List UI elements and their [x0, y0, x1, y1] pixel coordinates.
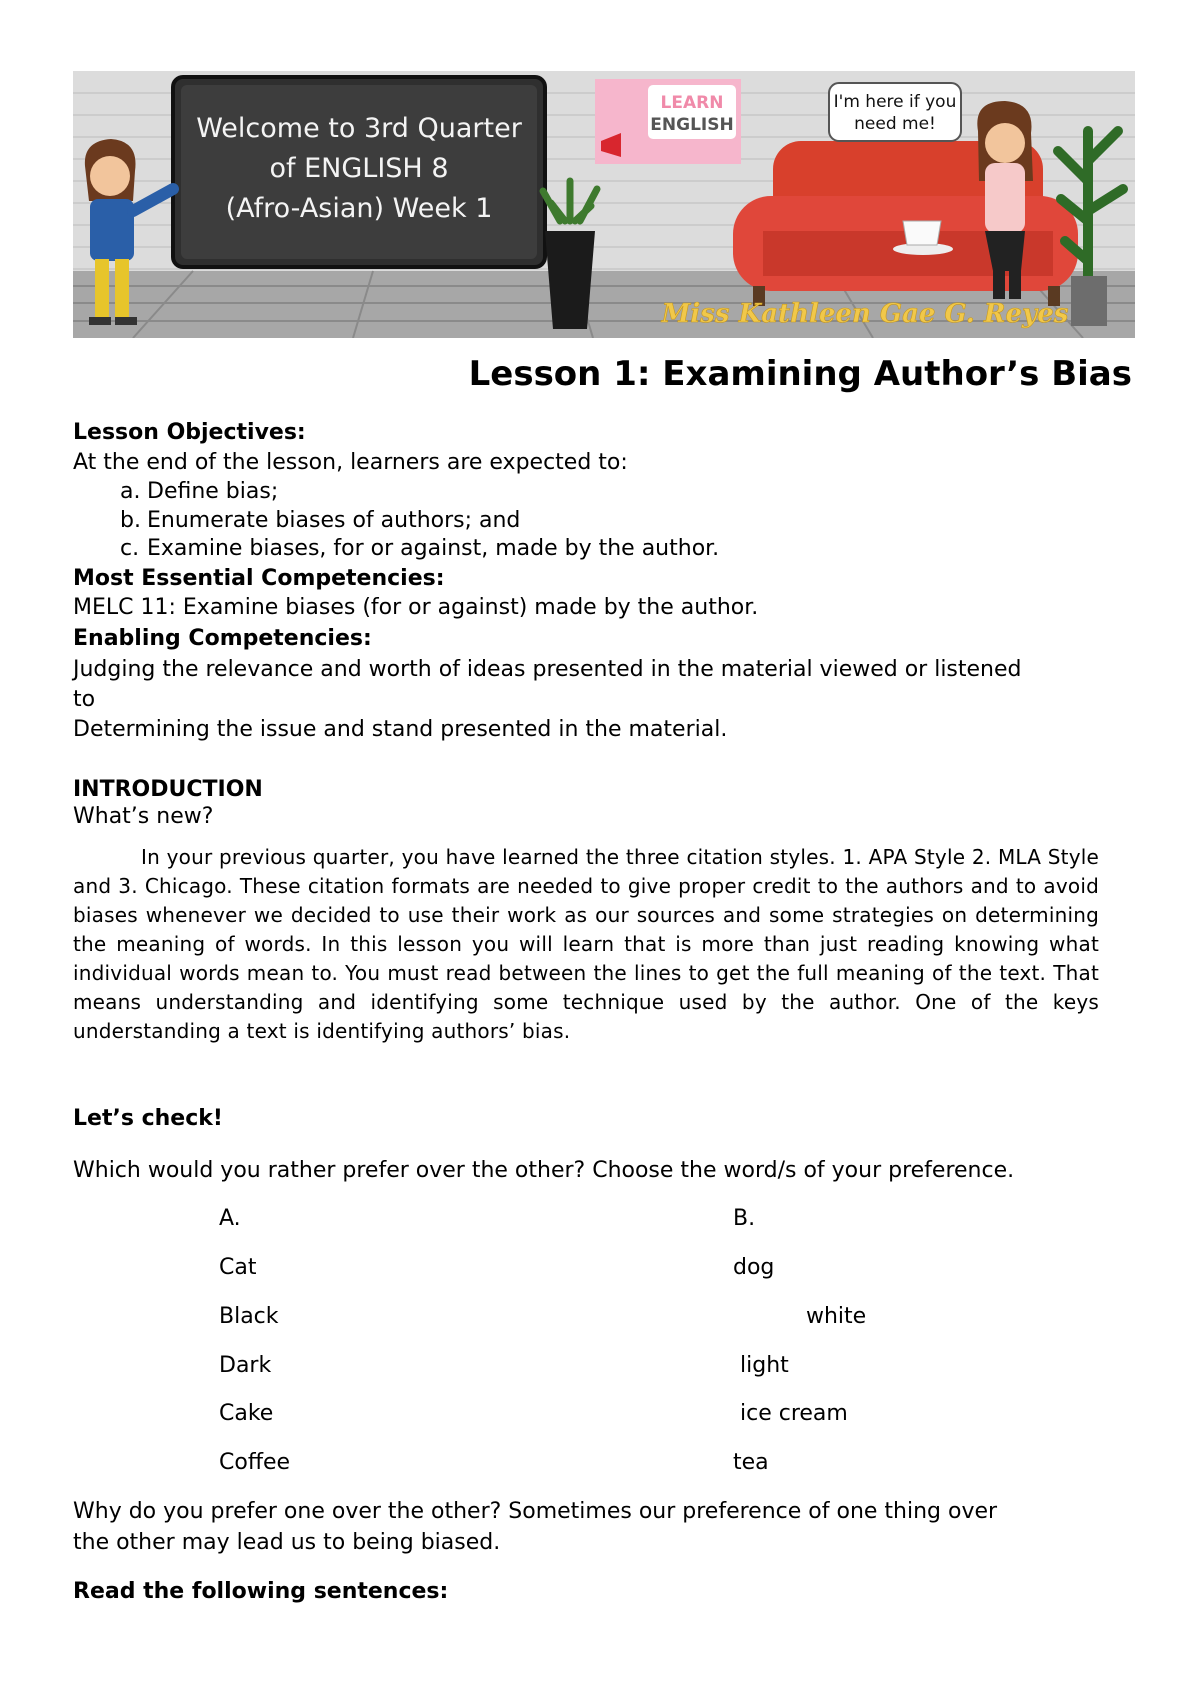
option-b: white — [806, 1304, 867, 1329]
objective-item — [120, 507, 520, 535]
learn-sign-line-2: ENGLISH — [650, 115, 734, 135]
option-a: Dark — [219, 1353, 272, 1378]
chalkboard-line-1: Welcome to 3rd Quarter — [196, 113, 522, 144]
objective-item — [120, 478, 278, 506]
header-banner — [73, 71, 1135, 338]
option-a: Cat — [219, 1255, 257, 1280]
speech-bubble-line-1: I'm here if you — [833, 92, 957, 112]
enabling-line: Judging the relevance and worth of ideas presented in the material viewed or listened — [73, 657, 1022, 682]
lets-check-heading: Let’s check! — [73, 1106, 223, 1131]
option-a: Black — [219, 1304, 279, 1329]
option-b: tea — [733, 1450, 769, 1475]
introduction-heading: INTRODUCTION — [73, 777, 263, 802]
lesson-title: Lesson 1: Examining Author’s Bias — [468, 354, 1132, 394]
competencies-text: MELC 11: Examine biases (for or against) made by the author. — [73, 595, 759, 620]
option-b: light — [740, 1353, 789, 1378]
column-a-header: A. — [219, 1206, 241, 1231]
objective-item — [120, 535, 719, 563]
introduction-paragraph-text: In your previous quarter, you have learned the three citation styles. 1. APA Style 2. MLA Style and 3. Chicago. These citation formats are needed to give proper credit to the authors and to avoid biases whenever we decided to use their work as our sources and some strategies on determining the meaning of words. In this lesson you will learn that is more than just reading knowing what individual words mean to. You must read between the lines to get the full meaning of the text. That means understanding and identifying some technique used by the author. One of the keys understanding a text is identifying authors’ bias. — [73, 845, 1099, 1043]
chalkboard-line-3: (Afro-Asian) Week 1 — [225, 193, 493, 224]
why-text-line: the other may lead us to being biased. — [73, 1530, 501, 1555]
option-a: Coffee — [219, 1450, 291, 1475]
why-text-line: Why do you prefer one over the other? Sometimes our preference of one thing over — [73, 1499, 998, 1524]
option-a: Cake — [219, 1401, 274, 1426]
objectives-heading: Lesson Objectives: — [73, 420, 306, 445]
option-b: ice cream — [740, 1401, 848, 1426]
check-question: Which would you rather prefer over the other? Choose the word/s of your preference. — [73, 1158, 1015, 1183]
option-b: dog — [733, 1255, 775, 1280]
speech-bubble-line-2: need me! — [854, 114, 936, 134]
introduction-paragraph — [73, 843, 1099, 1046]
objective-text: Define bias; — [147, 479, 279, 504]
objective-marker: b. — [120, 508, 141, 533]
learn-sign-line-1: LEARN — [660, 93, 724, 113]
column-b-header: B. — [733, 1206, 756, 1231]
objective-marker: c. — [120, 536, 140, 561]
objective-text: Examine biases, for or against, made by the author. — [147, 536, 720, 561]
enabling-heading: Enabling Competencies: — [73, 626, 372, 651]
objectives-intro: At the end of the lesson, learners are expected to: — [73, 450, 628, 475]
enabling-line: to — [73, 687, 96, 712]
read-sentences-heading: Read the following sentences: — [73, 1579, 449, 1604]
objective-text: Enumerate biases of authors; and — [147, 508, 521, 533]
whats-new-subheading: What’s new? — [73, 804, 214, 829]
teacher-signature: Miss Kathleen Gae G. Reyes — [661, 299, 1069, 329]
enabling-line: Determining the issue and stand presented in the material. — [73, 717, 728, 742]
objective-marker: a. — [120, 479, 141, 504]
chalkboard-line-2: of ENGLISH 8 — [269, 153, 449, 184]
competencies-heading: Most Essential Competencies: — [73, 566, 445, 591]
